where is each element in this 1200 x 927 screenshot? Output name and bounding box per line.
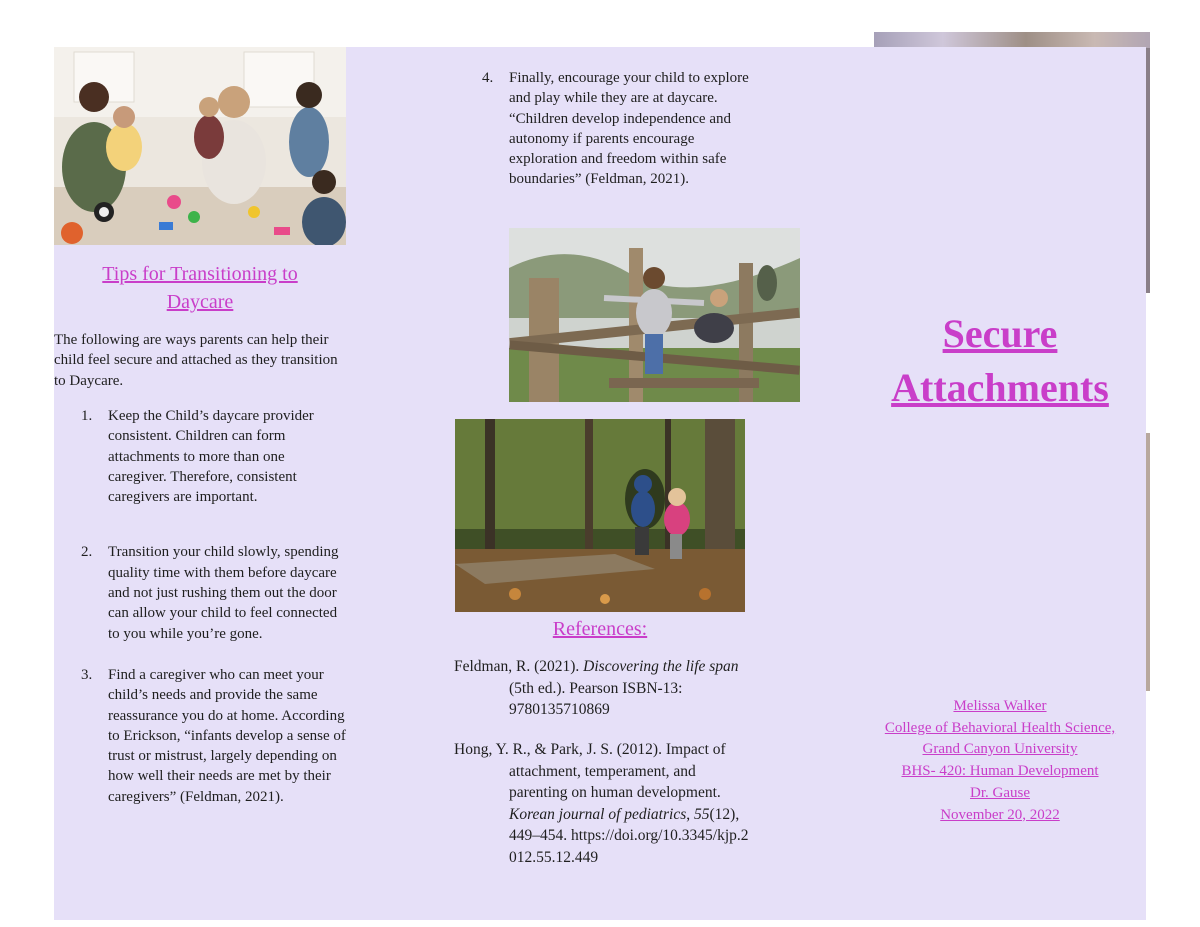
reference-1-authors: Feldman, R. (2021).	[454, 658, 580, 675]
tip-item-1	[54, 406, 346, 507]
date: November 20, 2022	[940, 806, 1060, 823]
tips-list	[54, 406, 346, 807]
playground-photo	[509, 228, 800, 402]
instructor-name: Dr. Gause	[970, 784, 1030, 801]
title-line-1: Secure	[942, 311, 1058, 356]
tip-number: 2.	[81, 544, 93, 561]
tip-number: 3.	[81, 666, 93, 683]
references-heading: References:	[552, 618, 648, 640]
college-name: College of Behavioral Health Science,	[884, 719, 1116, 736]
tip-item-2	[54, 542, 346, 643]
reference-2-journal: Korean journal of pediatrics	[509, 805, 687, 823]
reference-2-issue-pages-doi: (12), 449–454. https://doi.org/10.3345/kjp.2012.55.12.449	[509, 805, 749, 866]
reference-1-title: Discovering the life span	[583, 658, 739, 675]
reference-1-publisher: (5th ed.). Pearson ISBN-13: 9780135710869	[509, 679, 683, 718]
tip-number: 1.	[81, 408, 93, 424]
tip-number: 4.	[482, 70, 494, 86]
photo-edge-strip	[874, 32, 1150, 48]
tip-item-4	[455, 68, 753, 190]
author-name: Melissa Walker	[953, 698, 1047, 714]
family-playing-photo	[54, 47, 346, 245]
reference-2-separator: ,	[686, 805, 694, 823]
university-name: Grand Canyon University	[922, 741, 1078, 758]
reference-2	[454, 739, 749, 868]
forest-walk-photo	[455, 419, 745, 612]
brochure-title	[855, 307, 1145, 415]
tips-heading: Tips for Transitioning to Daycare	[102, 263, 298, 313]
tip-text: Keep the Child’s daycare provider consistent. Children can form attachments to more than one caregiver. Therefore, consistent caregivers are important.	[108, 408, 314, 506]
author-info	[855, 696, 1145, 826]
reference-1	[454, 656, 749, 721]
reference-2-volume: 55	[694, 805, 710, 823]
tip-text: Find a caregiver who can meet your child’s needs and provide the same reassurance you do at home. According to Erickson, “infants develop a sense of trust or mistrust, largely depending on how well their needs are met by their caregivers” (Feldman, 2021).	[108, 666, 346, 805]
title-line-2: Attachments	[891, 365, 1109, 410]
tip-item-3	[54, 665, 346, 807]
course-name: BHS- 420: Human Development	[901, 763, 1099, 780]
tips-intro: The following are ways parents can help their child feel secure and attached as they transition to Daycare.	[54, 332, 338, 389]
tip-text: Transition your child slowly, spending quality time with them before daycare and not just rushing them out the door can allow your child to feel connected to you while you’re gone.	[108, 544, 339, 642]
reference-2-authors: Hong, Y. R., & Park, J. S. (2012). Impact of attachment, temperament, and parenting on human development.	[454, 741, 726, 801]
tip-4	[455, 68, 753, 190]
tip-text: Finally, encourage your child to explore and play while they are at daycare. “Children develop independence and autonomy if parents encourage exploration and freedom within safe boundaries” (Feldman, 2021).	[509, 70, 749, 188]
